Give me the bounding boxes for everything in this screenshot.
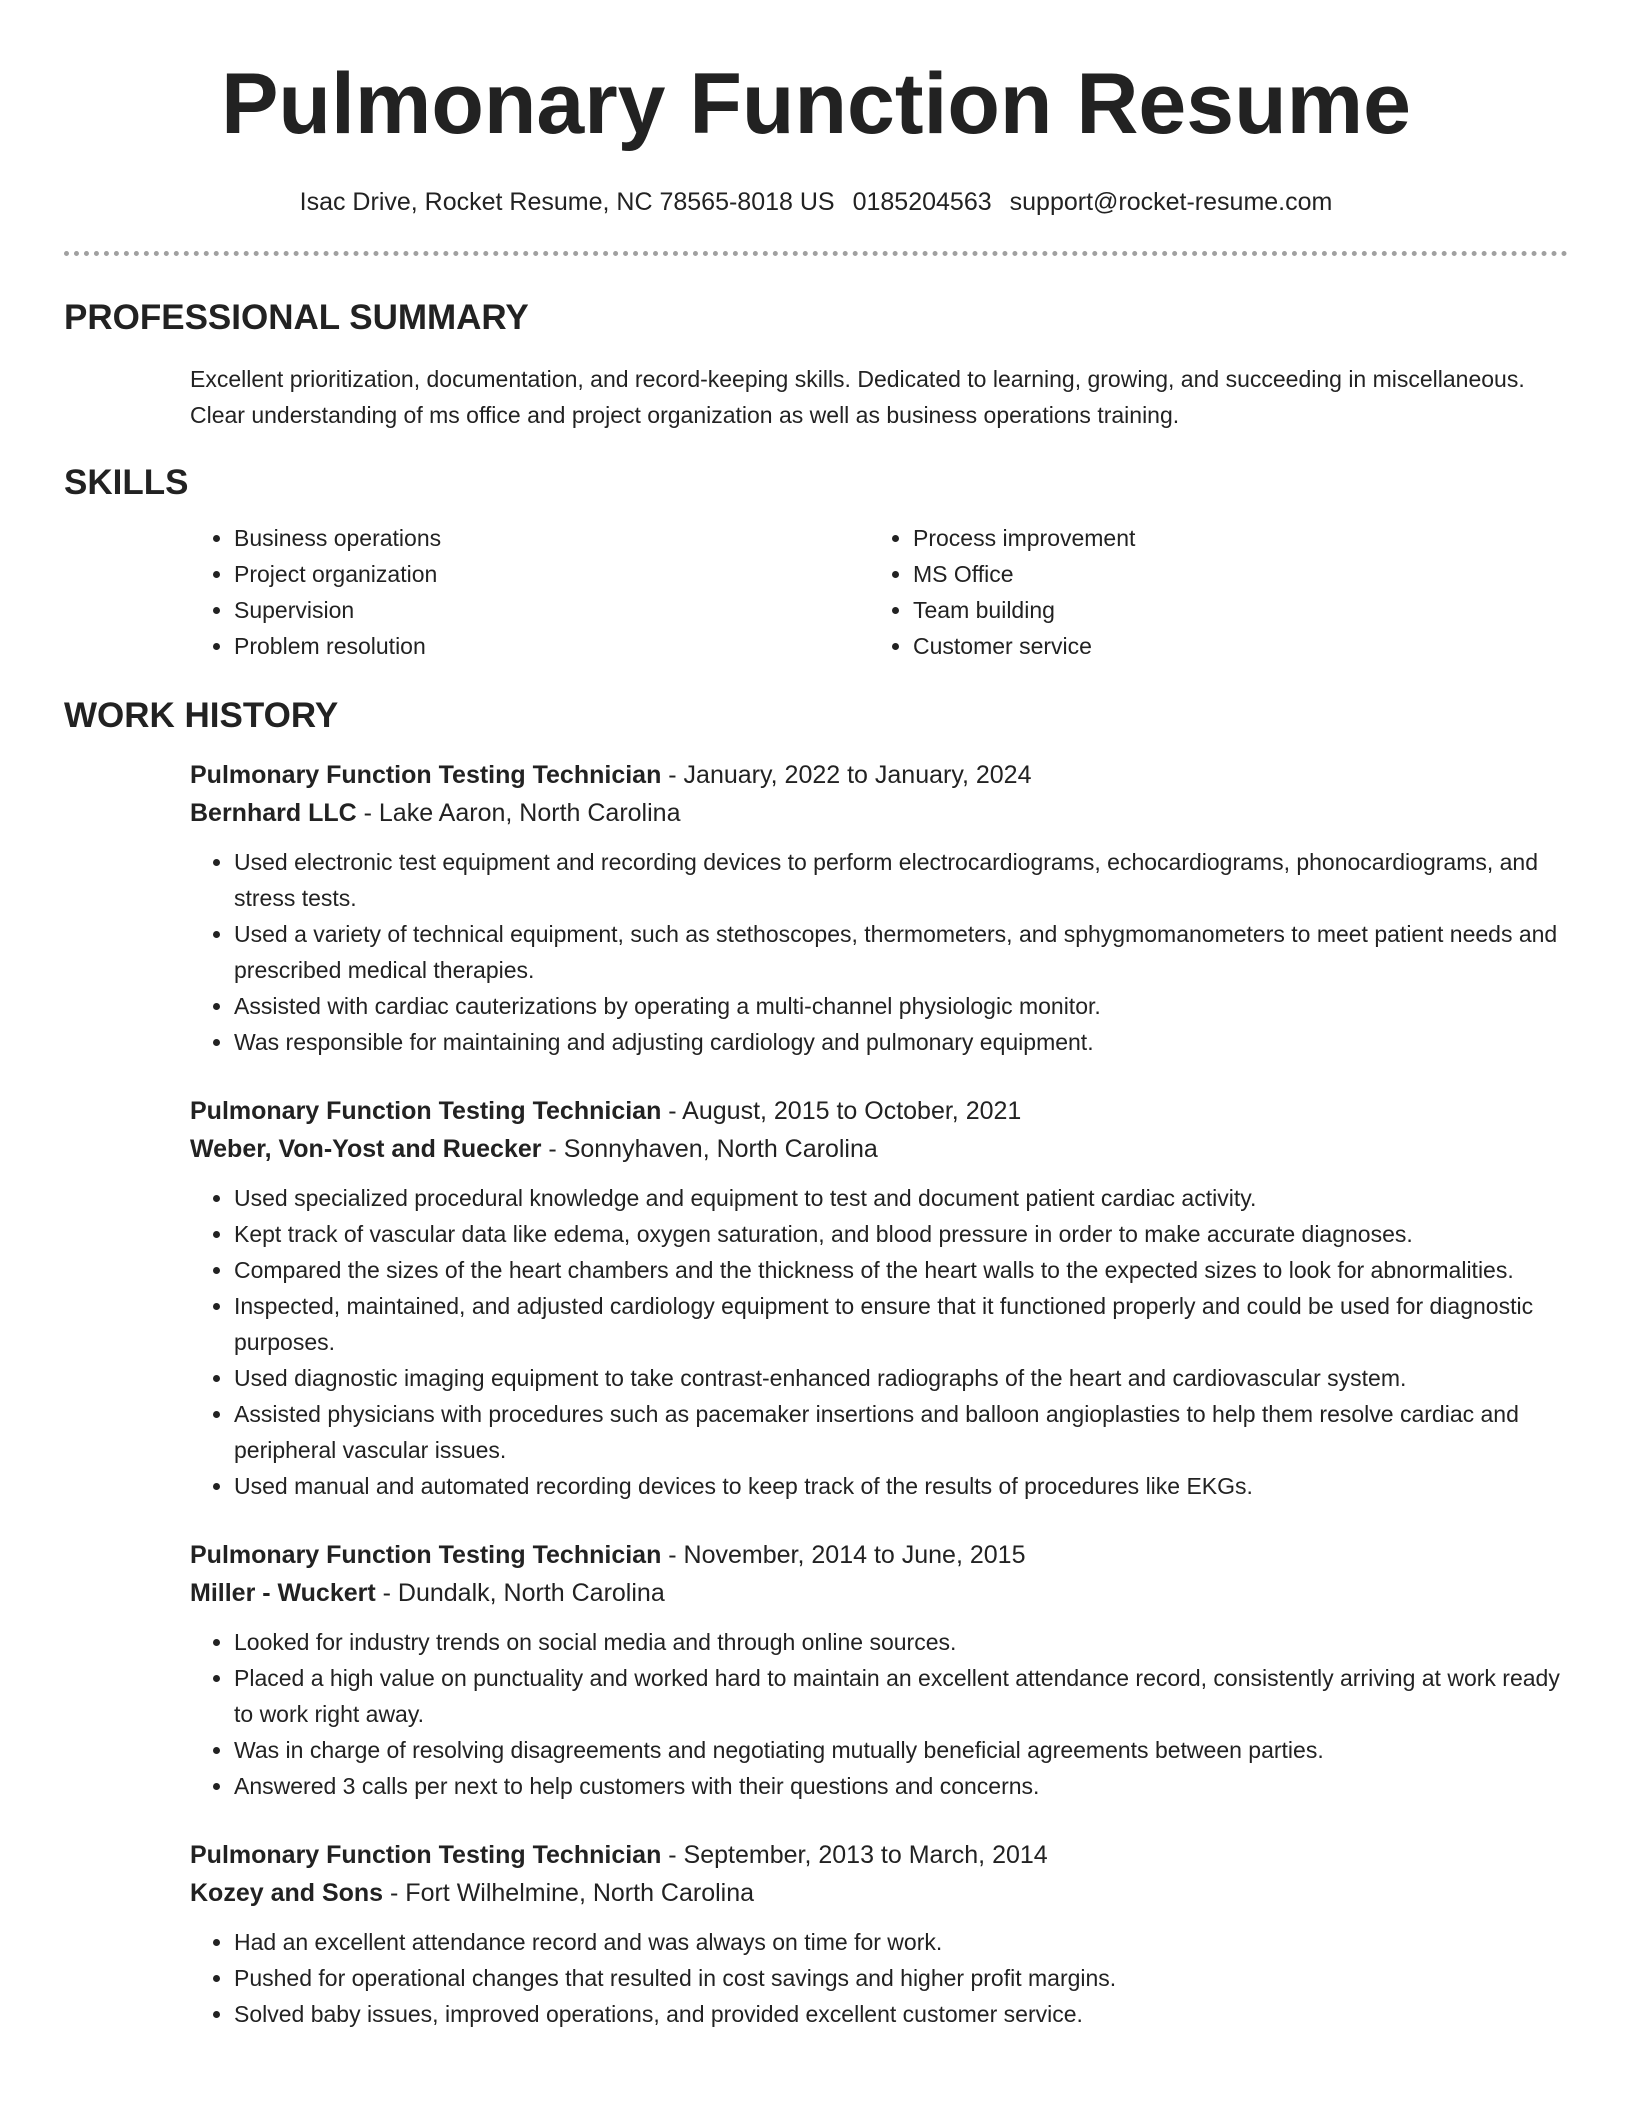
skill-item: • Process improvement (913, 520, 1548, 556)
header-divider (64, 251, 1568, 256)
resume-title: Pulmonary Function Resume (221, 56, 1411, 152)
job-bullet: • Compared the sizes of the heart chambers and the thickness of the heart walls to the expected sizes to look for abnormalities. (234, 1252, 1568, 1288)
job-role: Pulmonary Function Testing Technician (190, 1841, 662, 1869)
job-bullet: • Assisted with cardiac cauterizations by operating a multi-channel physiologic monitor. (234, 988, 1568, 1024)
job-title-line (190, 1536, 1568, 1574)
job-bullet: • Used diagnostic imaging equipment to take contrast-enhanced radiographs of the heart and cardiovascular system. (234, 1360, 1568, 1396)
job-location: - Fort Wilhelmine, North Carolina (383, 1879, 755, 1907)
summary-text: Excellent prioritization, documentation, and record-keeping skills. Dedicated to learning, growing, and succeeding in miscellaneous. Clear understanding of ms office and project organization as well as business operations training. (190, 366, 1525, 428)
job-bullet: • Used manual and automated recording devices to keep track of the results of procedures like EKGs. (234, 1468, 1568, 1504)
skills-column-left (190, 520, 869, 664)
section-title-summary: PROFESSIONAL SUMMARY (64, 298, 529, 337)
job-bullets (190, 1624, 1568, 1804)
job-dates: - January, 2022 to January, 2024 (661, 761, 1032, 789)
job-bullet: • Kept track of vascular data like edema, oxygen saturation, and blood pressure in order to make accurate diagnoses. (234, 1216, 1568, 1252)
job-bullet: • Answered 3 calls per next to help customers with their questions and concerns. (234, 1768, 1568, 1804)
job-entry (190, 756, 1568, 1060)
job-bullet: • Pushed for operational changes that resulted in cost savings and higher profit margins. (234, 1960, 1568, 1996)
job-bullet: • Looked for industry trends on social media and through online sources. (234, 1624, 1568, 1660)
section-title-work-history: WORK HISTORY (64, 696, 339, 735)
job-role: Pulmonary Function Testing Technician (190, 1541, 662, 1569)
job-role: Pulmonary Function Testing Technician (190, 1097, 662, 1125)
skill-item: • Business operations (234, 520, 869, 556)
job-title-line (190, 756, 1568, 794)
job-bullet: • Placed a high value on punctuality and worked hard to maintain an excellent attendance record, consistently arriving at work ready to work right away. (234, 1660, 1568, 1732)
job-bullet: • Solved baby issues, improved operations, and provided excellent customer service. (234, 1996, 1568, 2032)
job-company: Bernhard LLC (190, 799, 357, 827)
skills-column-right (869, 520, 1548, 664)
job-bullet: • Inspected, maintained, and adjusted cardiology equipment to ensure that it functioned properly and could be used for diagnostic purposes. (234, 1288, 1568, 1360)
skill-item: • Project organization (234, 556, 869, 592)
job-entry (190, 1092, 1568, 1504)
job-company-line (190, 1574, 1568, 1612)
job-location: - Lake Aaron, North Carolina (356, 799, 681, 827)
job-bullet: • Had an excellent attendance record and was always on time for work. (234, 1924, 1568, 1960)
skill-item: • Supervision (234, 592, 869, 628)
job-title-line (190, 1836, 1568, 1874)
job-bullet: • Was responsible for maintaining and adjusting cardiology and pulmonary equipment. (234, 1024, 1568, 1060)
skill-item: • Problem resolution (234, 628, 869, 664)
job-entry (190, 1536, 1568, 1804)
job-dates: - November, 2014 to June, 2015 (661, 1541, 1026, 1569)
job-location: - Sonnyhaven, North Carolina (541, 1135, 878, 1163)
job-title-line (190, 1092, 1568, 1130)
skill-item: • MS Office (913, 556, 1548, 592)
job-company-line (190, 794, 1568, 832)
contact-phone: 0185204563 (852, 188, 992, 216)
job-company-line (190, 1874, 1568, 1912)
job-bullets (190, 1924, 1568, 2032)
job-role: Pulmonary Function Testing Technician (190, 761, 662, 789)
skills-list (190, 520, 1568, 664)
job-bullet: • Was in charge of resolving disagreements and negotiating mutually beneficial agreements between parties. (234, 1732, 1568, 1768)
job-company: Miller - Wuckert (190, 1579, 376, 1607)
job-bullet: • Used a variety of technical equipment, such as stethoscopes, thermometers, and sphygmomanometers to meet patient needs and prescribed medical therapies. (234, 916, 1568, 988)
job-bullet: • Assisted physicians with procedures such as pacemaker insertions and balloon angioplasties to help them resolve cardiac and peripheral vascular issues. (234, 1396, 1568, 1468)
job-company: Kozey and Sons (190, 1879, 384, 1907)
job-company-line (190, 1130, 1568, 1168)
job-company: Weber, Von-Yost and Ruecker (190, 1135, 542, 1163)
job-dates: - August, 2015 to October, 2021 (661, 1097, 1022, 1125)
section-title-skills: SKILLS (64, 463, 189, 502)
contact-email: support@rocket-resume.com (1009, 188, 1333, 216)
job-bullet: • Used electronic test equipment and recording devices to perform electrocardiograms, echocardiograms, phonocardiograms, and stress tests. (234, 844, 1568, 916)
job-bullets (190, 1180, 1568, 1504)
job-dates: - September, 2013 to March, 2014 (661, 1841, 1048, 1869)
contact-line (64, 186, 1568, 218)
contact-address: Isac Drive, Rocket Resume, NC 78565-8018 US (299, 188, 835, 216)
skill-item: • Team building (913, 592, 1548, 628)
job-location: - Dundalk, North Carolina (375, 1579, 665, 1607)
job-bullet: • Used specialized procedural knowledge and equipment to test and document patient cardiac activity. (234, 1180, 1568, 1216)
skill-item: • Customer service (913, 628, 1548, 664)
job-entry (190, 1836, 1568, 2032)
job-bullets (190, 844, 1568, 1060)
